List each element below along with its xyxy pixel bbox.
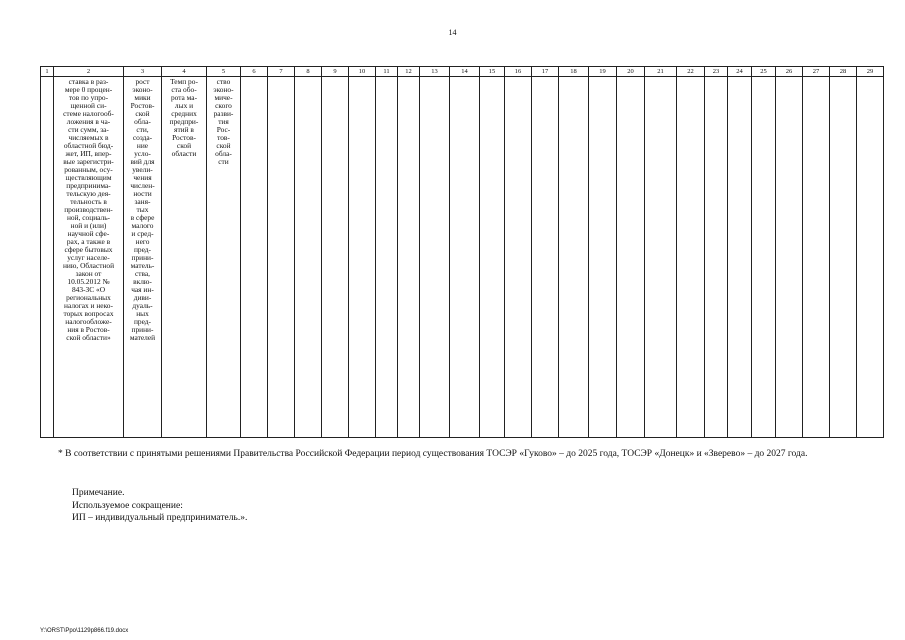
table-cell <box>398 77 420 438</box>
column-header: 4 <box>162 67 207 77</box>
column-header: 6 <box>241 67 268 77</box>
column-header: 5 <box>207 67 241 77</box>
table-cell <box>505 77 532 438</box>
table-cell <box>589 77 617 438</box>
column-header: 9 <box>322 67 349 77</box>
table-cell <box>752 77 776 438</box>
table-cell <box>376 77 398 438</box>
table-cell <box>677 77 705 438</box>
table-row <box>41 77 884 438</box>
table-cell <box>124 77 162 438</box>
table-header-row <box>41 67 884 77</box>
table-cell <box>420 77 450 438</box>
column-header: 25 <box>752 67 776 77</box>
column-header: 11 <box>376 67 398 77</box>
column-header: 16 <box>505 67 532 77</box>
column-header: 18 <box>559 67 589 77</box>
file-path: Y:\ORST\Ppo\1129p866.f19.docx <box>40 628 129 634</box>
table-cell <box>322 77 349 438</box>
table-cell <box>295 77 322 438</box>
table-cell <box>705 77 728 438</box>
column-header: 23 <box>705 67 728 77</box>
table-cell <box>54 77 124 438</box>
abbreviation-item: ИП – индивидуальный предприниматель.». <box>72 513 248 523</box>
column-header: 27 <box>803 67 830 77</box>
column-header: 13 <box>420 67 450 77</box>
table-cell <box>480 77 505 438</box>
table-cell <box>830 77 857 438</box>
column-header: 10 <box>349 67 376 77</box>
column-header: 29 <box>857 67 884 77</box>
column-header: 24 <box>728 67 752 77</box>
page-number: 14 <box>448 28 457 37</box>
column-header: 8 <box>295 67 322 77</box>
table-cell <box>241 77 268 438</box>
column-header: 12 <box>398 67 420 77</box>
table-cell <box>776 77 803 438</box>
cell-text-col2: ставка в раз- мере 0 процен- тов по упро- щенной си- стеме налогооб- ложения в ча- сти сумм, за- числяемых в областной бюд- жет, ИП, впер- вые зарегистри- рованным, осу- ществляющим предпринима- тельскую дея- тельность в производствен- ной, социаль- ной и (или) научной сфе- рах, а также в сфере бытовых услуг населе- нию, Областной закон от 10.05.2012 № 843-ЗС «О региональных налогах и неко- торых вопросах налогообложе- ния в Ростов- ской области» <box>62 77 115 342</box>
cell-text-col5: ство эконо- миче- ского разви- тия Рос- тов- ской обла- сти <box>213 77 234 166</box>
table-cell <box>450 77 480 438</box>
table-cell <box>645 77 677 438</box>
notes-title: Примечание. <box>72 488 125 498</box>
cell-text-col3: рост эконо- мики Ростов- ской обла- сти, созда- ние усло- вий для увели- чения числен- ности заня- тых в сфере малого и сред- него пред- прини- матель- ства, вклю- чая ин- диви- дуаль- ных пред- прини- мателей <box>129 77 156 342</box>
table-cell <box>207 77 241 438</box>
notes <box>72 487 247 525</box>
column-header: 19 <box>589 67 617 77</box>
table-cell <box>532 77 559 438</box>
column-header: 15 <box>480 67 505 77</box>
column-header: 1 <box>41 67 54 77</box>
column-header: 20 <box>617 67 645 77</box>
table-cell <box>857 77 884 438</box>
column-header: 7 <box>268 67 295 77</box>
column-header: 28 <box>830 67 857 77</box>
table-cell <box>268 77 295 438</box>
column-header: 17 <box>532 67 559 77</box>
column-header: 14 <box>450 67 480 77</box>
abbreviation-intro: Используемое сокращение: <box>72 500 183 511</box>
table-cell <box>41 77 54 438</box>
footnote: * В соответствии с принятыми решениями Правительства Российской Федерации период существования ТОСЭР «Гуково» – до 2025 года, ТОСЭР «Донецк» и «Зверево» – до 2027 года. <box>58 449 808 459</box>
table-cell <box>559 77 589 438</box>
column-header: 26 <box>776 67 803 77</box>
table-cell <box>349 77 376 438</box>
column-header: 3 <box>124 67 162 77</box>
cell-text-col4: Темп ро- ста обо- рота ма- лых и средних предпри- ятий в Ростов- ской области <box>169 77 199 158</box>
table-cell <box>162 77 207 438</box>
table-cell <box>617 77 645 438</box>
table-cell <box>803 77 830 438</box>
column-header: 21 <box>645 67 677 77</box>
data-table <box>40 66 884 438</box>
column-header: 2 <box>54 67 124 77</box>
column-header: 22 <box>677 67 705 77</box>
table-cell <box>728 77 752 438</box>
